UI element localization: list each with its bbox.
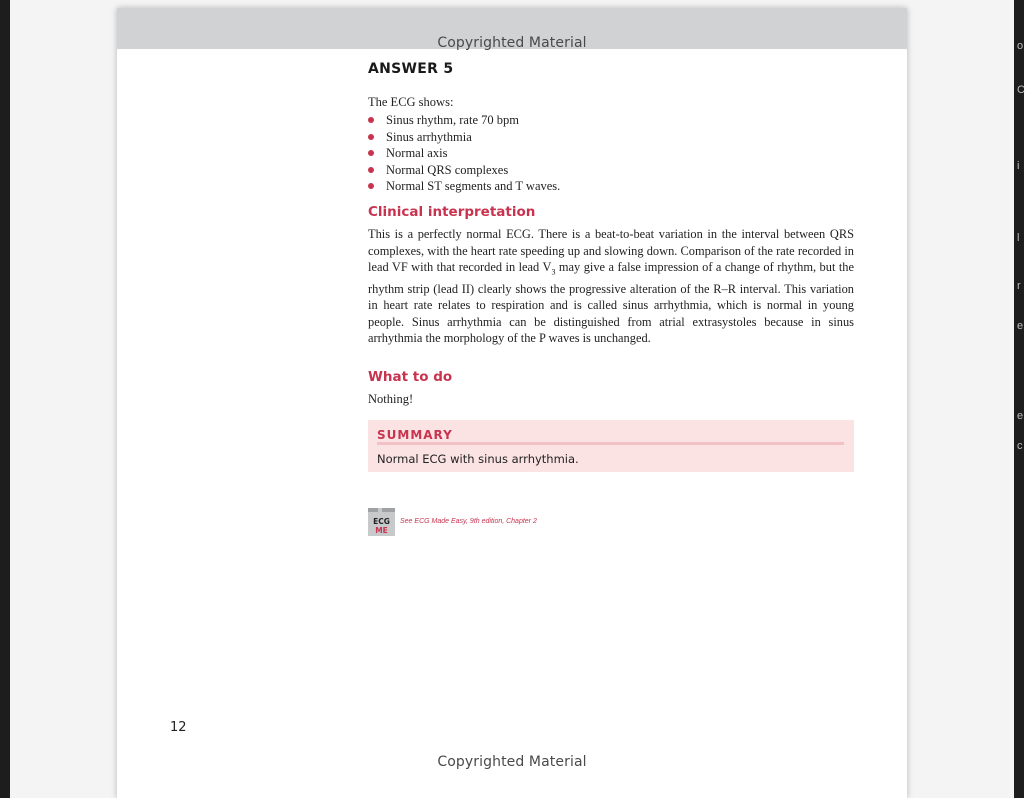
summary-divider: [377, 442, 844, 445]
what-to-do-heading: What to do: [368, 369, 453, 385]
answer-title: ANSWER 5: [368, 61, 454, 77]
reference-suffix: , 9th edition, Chapter 2: [466, 518, 537, 525]
page-number: 12: [170, 720, 187, 735]
clinical-interpretation-text: [368, 226, 854, 347]
adjacent-page-glyph: C: [1017, 84, 1025, 96]
viewer-left-edge: [0, 0, 10, 798]
adjacent-page-glyph: e: [1017, 410, 1024, 422]
list-item: [368, 162, 560, 179]
finding-text: Normal QRS complexes: [386, 162, 509, 177]
adjacent-page-glyph: c: [1017, 440, 1023, 452]
adjacent-page-glyph: o: [1017, 40, 1024, 52]
clinical-text-part2: may give a false impression of a change of rhythm, but the rhythm strip (lead II) clearly shows the progressive alteration of the R–R interval. This variation in heart rate relates to respiration and is called sinus arrhythmia, which is normal in young people. Sinus arrhythmia can be distinguished from atrial extrasystoles because in sinus arrhythmia the morphology of the P waves is unchanged.: [368, 260, 854, 346]
ecg-findings-list: [368, 112, 560, 195]
list-item: [368, 145, 560, 162]
clinical-interpretation-heading: Clinical interpretation: [368, 204, 536, 220]
finding-text: Normal ST segments and T waves.: [386, 179, 561, 193]
logo-tab: [382, 508, 395, 512]
bullet-icon: [368, 134, 374, 140]
answer-intro: The ECG shows:: [368, 95, 454, 109]
logo-line2: ME: [375, 526, 388, 535]
copyright-notice-bottom: Copyrighted Material: [437, 754, 587, 770]
finding-text: Sinus rhythm, rate 70 bpm: [386, 113, 519, 127]
finding-text: Normal axis: [386, 146, 448, 160]
adjacent-page-glyph: i: [1017, 160, 1020, 172]
document-page[interactable]: [117, 8, 907, 798]
summary-title: SUMMARY: [377, 428, 453, 442]
ecg-made-easy-logo-icon: [368, 508, 395, 536]
adjacent-page-glyph: l: [1017, 232, 1020, 244]
logo-tab: [368, 508, 378, 512]
list-item: [368, 112, 560, 129]
clinical-text-part1: This is a perfectly normal ECG. There is a beat-to-beat variation in the interval between QRS complexes, with the heart rate speeding up and slowing down. Comparison of the rate recorded in lead VF with that recorded in lead V: [368, 227, 854, 274]
bullet-icon: [368, 150, 374, 156]
what-to-do-text: Nothing!: [368, 392, 414, 406]
adjacent-page-glyph: r: [1017, 280, 1021, 292]
finding-text: Sinus arrhythmia: [386, 129, 472, 144]
book-reference: [400, 518, 537, 525]
bullet-icon: [368, 183, 374, 189]
summary-text: Normal ECG with sinus arrhythmia.: [377, 452, 579, 466]
reference-book: ECG Made Easy: [414, 518, 467, 525]
logo-line1: ECG: [373, 517, 390, 526]
reference-prefix: See: [400, 518, 415, 525]
list-item: [368, 129, 560, 146]
adjacent-page-strip: [1014, 0, 1024, 798]
lead-subscript: 3: [551, 267, 556, 277]
adjacent-page-glyph: e: [1017, 320, 1024, 332]
list-item: [368, 178, 560, 195]
copyright-notice-top: Copyrighted Material: [437, 35, 587, 51]
summary-box: [368, 420, 854, 472]
bullet-icon: [368, 167, 374, 173]
bullet-icon: [368, 117, 374, 123]
